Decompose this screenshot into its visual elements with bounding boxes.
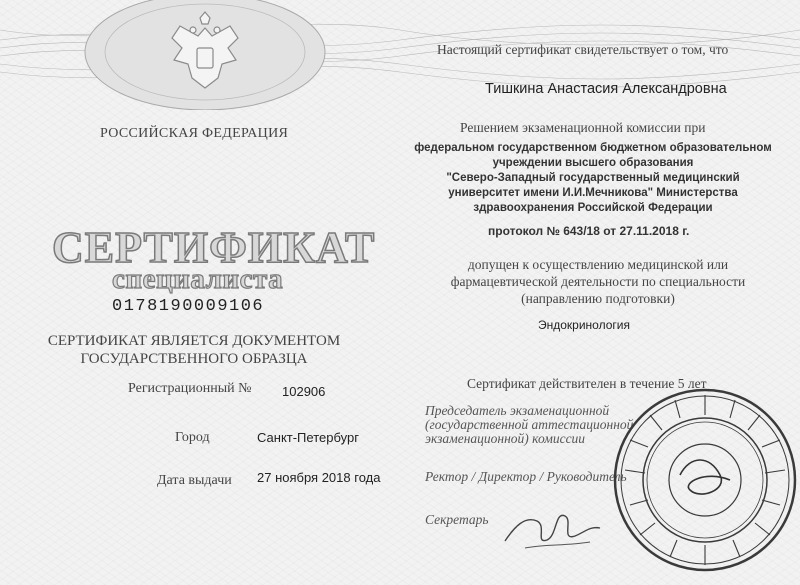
protocol-text: протокол № 643/18 от 27.11.2018 г. xyxy=(488,224,690,238)
institution-line4: университет имени И.И.Мечникова" Министерства xyxy=(448,187,738,199)
admission-line3: (направлению подготовки) xyxy=(521,291,675,306)
specialty-value: Эндокринология xyxy=(538,318,630,332)
institution-line2: учреждении высшего образования xyxy=(492,157,694,169)
certificate-title: СЕРТИФИКАТ xyxy=(52,223,376,272)
city-value: Санкт-Петербург xyxy=(257,430,359,445)
decision-text: Решением экзаменационной комиссии при xyxy=(460,120,706,135)
rector-label: Ректор / Директор / Руководитель xyxy=(425,469,627,484)
registration-label: Регистрационный № xyxy=(128,381,252,396)
issue-date-label: Дата выдачи xyxy=(157,473,232,488)
admission-line1: допущен к осуществлению медицинской или xyxy=(467,257,729,272)
intro-text: Настоящий сертификат свидетельствует о том, что xyxy=(437,42,729,57)
admission-block xyxy=(408,256,788,307)
chairman-line1: Председатель экзаменационной xyxy=(425,403,610,418)
certificate-number: 0178190009106 xyxy=(112,297,265,316)
holder-name: Тишкина Анастасия Александровна xyxy=(485,81,727,97)
document-status-line1: СЕРТИФИКАТ ЯВЛЯЕТСЯ ДОКУМЕНТОМ xyxy=(47,333,341,349)
issue-date-value: 27 ноября 2018 года xyxy=(257,470,381,485)
document-status xyxy=(34,332,354,368)
chairman-line3: экзаменационной) комиссии xyxy=(425,431,586,446)
registration-number: 102906 xyxy=(282,384,326,399)
institution-block xyxy=(398,141,788,216)
document-status-line2: ГОСУДАРСТВЕННОГО ОБРАЗЦА xyxy=(80,351,308,367)
coat-of-arms-emblem xyxy=(160,8,250,98)
official-stamp xyxy=(610,385,800,585)
validity-text: Сертификат действителен в течение 5 лет xyxy=(467,376,707,391)
certificate-subtitle: специалиста xyxy=(112,263,284,295)
chairman-line2: (государственной аттестационной xyxy=(425,417,634,432)
institution-line5: здравоохранения Российской Федерации xyxy=(473,202,713,214)
secretary-label: Секретарь xyxy=(425,512,489,527)
city-label: Город xyxy=(175,430,210,445)
secretary-signature xyxy=(495,496,605,556)
institution-line1: федеральном государственном бюджетном образовательном xyxy=(414,142,772,154)
admission-line2: фармацевтической деятельности по специальности xyxy=(450,274,746,289)
institution-line3: "Северо-Западный государственный медицинский xyxy=(446,172,740,184)
chairman-block xyxy=(425,404,633,446)
country-label: РОССИЙСКАЯ ФЕДЕРАЦИЯ xyxy=(100,126,289,141)
